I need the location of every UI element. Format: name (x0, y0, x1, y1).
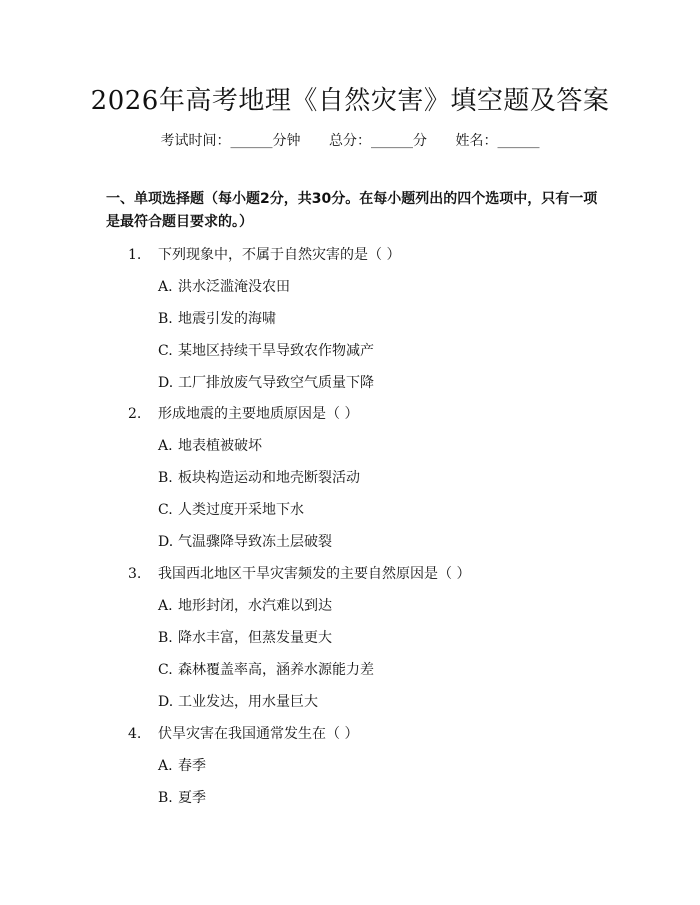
option-label: D. (158, 694, 174, 710)
question-4 (128, 723, 358, 743)
option-1c (158, 340, 374, 360)
exam-name-field: 姓名：______ (455, 133, 540, 149)
option-text: 人类过度开采地下水 (178, 502, 304, 518)
option-label: B. (158, 470, 173, 486)
page-title: 2026年高考地理《自然灾害》填空题及答案 (90, 86, 610, 116)
option-text: 地表植被破坏 (178, 438, 262, 454)
option-3c (158, 659, 374, 679)
question-number: 3. (128, 566, 142, 582)
question-text: 伏旱灾害在我国通常发生在（ ） (158, 726, 359, 742)
option-label: B. (158, 311, 173, 327)
question-number: 1. (128, 247, 142, 263)
option-label: A. (158, 279, 173, 295)
question-number: 2. (128, 406, 142, 422)
option-text: 气温骤降导致冻土层破裂 (178, 534, 332, 550)
option-4b (158, 787, 206, 807)
option-3b (158, 627, 332, 647)
option-label: C. (158, 502, 173, 518)
option-text: 降水丰富，但蒸发量更大 (178, 630, 332, 646)
option-text: 某地区持续干旱导致农作物减产 (178, 343, 374, 359)
option-label: A. (158, 438, 173, 454)
option-1b (158, 308, 276, 328)
option-text: 春季 (178, 758, 206, 774)
option-3a (158, 595, 332, 615)
question-text: 我国西北地区干旱灾害频发的主要自然原因是（ ） (158, 566, 471, 582)
option-label: D. (158, 534, 174, 550)
option-text: 地震引发的海啸 (178, 311, 276, 327)
exam-meta (0, 130, 700, 150)
option-2b (158, 467, 360, 487)
option-label: C. (158, 343, 173, 359)
section-heading: 一、单项选择题（每小题2分，共30分。在每小题列出的四个选项中，只有一项是最符合题目要求的。） (106, 191, 598, 230)
question-number: 4. (128, 726, 142, 742)
question-text: 下列现象中，不属于自然灾害的是（ ） (158, 247, 401, 263)
exam-time-field: 考试时间：______分钟 (160, 133, 301, 149)
option-label: D. (158, 375, 174, 391)
option-2a (158, 435, 262, 455)
option-2d (158, 531, 332, 551)
option-4a (158, 755, 206, 775)
option-1d (158, 372, 374, 392)
option-text: 板块构造运动和地壳断裂活动 (178, 470, 360, 486)
question-2 (128, 403, 358, 423)
option-text: 洪水泛滥淹没农田 (178, 279, 290, 295)
option-3d (158, 691, 318, 711)
option-label: C. (158, 662, 173, 678)
option-text: 夏季 (178, 790, 206, 806)
question-3 (128, 563, 470, 583)
option-text: 森林覆盖率高，涵养水源能力差 (178, 662, 374, 678)
option-label: B. (158, 630, 173, 646)
option-text: 地形封闭，水汽难以到达 (178, 598, 332, 614)
option-text: 工业发达，用水量巨大 (178, 694, 318, 710)
question-text: 形成地震的主要地质原因是（ ） (158, 406, 359, 422)
option-label: A. (158, 758, 173, 774)
exam-score-field: 总分：______分 (329, 133, 427, 149)
question-1 (128, 244, 400, 264)
option-2c (158, 499, 304, 519)
option-text: 工厂排放废气导致空气质量下降 (178, 375, 374, 391)
option-1a (158, 276, 290, 296)
option-label: A. (158, 598, 173, 614)
option-label: B. (158, 790, 173, 806)
